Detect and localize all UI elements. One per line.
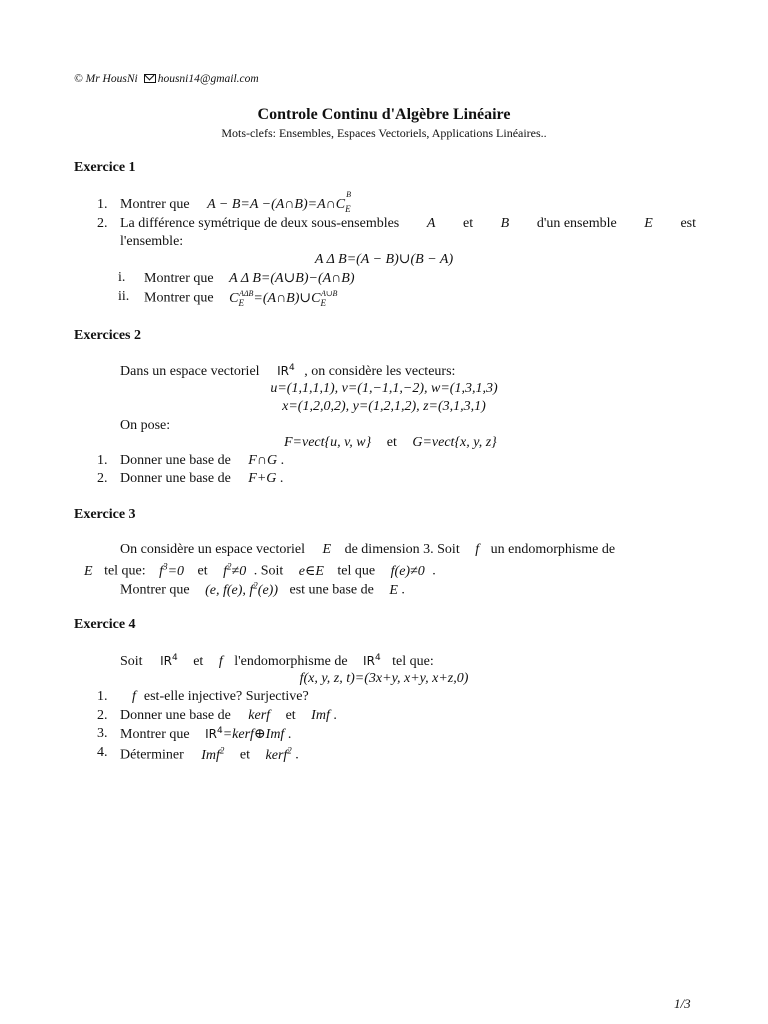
ex1-q2-est: est <box>680 216 696 231</box>
exercise-2-heading: Exercices 2 <box>74 328 141 343</box>
ex1-qi <box>144 270 355 287</box>
ex4-l1-endo: l'endomorphisme de <box>234 654 348 669</box>
ex3-l2-et: et <box>197 563 208 579</box>
ex2-on-pose: On pose: <box>120 418 171 433</box>
ex3-l1-f: f <box>475 542 480 557</box>
ex4-q1-number: 1. <box>97 689 108 704</box>
ex1-q1 <box>120 189 351 214</box>
ex4-q4: Déterminer Imf$^2$ et kerf$^2$ . <box>120 745 299 763</box>
ex3-line3: Montrer que (e, f(e), $f^2(e)$) est une base de E . <box>120 580 405 598</box>
ex4-l1-f: f <box>218 654 223 669</box>
ex2-q1-set: F∩G <box>248 453 278 468</box>
ex4-definition: f(x, y, z, t)=(3x+y, x+y, x+z,0) <box>299 671 469 686</box>
ex3-l1-e: E <box>322 542 332 557</box>
ex4-q2-text: Donner une base de <box>120 708 231 723</box>
ex4-q4-im2: Imf$^2$ <box>201 745 225 763</box>
ex2-q2-set: F+G <box>248 471 277 486</box>
ex4-q2-et: et <box>285 708 296 723</box>
ex2-intro <box>120 363 455 380</box>
ex4-l1-tel: tel que: <box>392 654 434 669</box>
ex1-qii-number: ii. <box>118 289 130 304</box>
ex1-q1-text: Montrer que <box>120 197 190 212</box>
ex4-q1-f: f <box>132 689 136 704</box>
ex4-q3-number: 3. <box>97 726 108 741</box>
ex3-l3-text-b: est une base de <box>289 582 374 598</box>
ex3-l3-e: E <box>389 582 398 598</box>
r4-symbol: $IR^4$ <box>277 363 295 378</box>
ex3-line1 <box>120 542 615 558</box>
ex1-qi-formula: A Δ B=(A∪B)−(A∩B) <box>229 271 355 286</box>
ex2-q1-number: 1. <box>97 453 108 468</box>
author-email[interactable]: housni14@gmail.com <box>157 73 259 85</box>
ex4-q4-text: Déterminer <box>120 747 184 763</box>
ex2-def-et: et <box>386 435 397 450</box>
ex2-definitions <box>284 435 497 451</box>
ex4-l1-soit: Soit <box>120 654 143 669</box>
ex2-vectors-uvw: u=(1,1,1,1), v=(1,−1,1,−2), w=(1,3,1,3) <box>270 381 498 396</box>
ex3-l2-fe: f(e)≠0 <box>390 563 425 579</box>
ex4-q1-text: est-elle injective? Surjective? <box>143 689 309 704</box>
exercise-3-heading: Exercice 3 <box>74 507 136 522</box>
ex1-qii-formula: $C_E^{A\Delta B}=(A\cap B)\cup C_E^{A\cup B}$ <box>229 289 338 308</box>
ex4-q3: Montrer que $IR^4=kerf\oplus Imf$ . <box>120 726 292 742</box>
ex2-q1-text: Donner une base de <box>120 453 231 468</box>
ex3-l1-text-a: On considère un espace vectoriel <box>120 542 306 557</box>
ex3-l2-tel: tel que <box>337 563 376 579</box>
ex3-l3-text-a: Montrer que <box>120 582 190 598</box>
ex1-q2-ensemble: d'un ensemble <box>536 216 617 231</box>
ex4-q3-formula: $IR^4=kerf\oplus Imf$ <box>205 726 285 742</box>
ex1-q2-text: La différence symétrique de deux sous-ensembles <box>120 216 400 231</box>
ex2-q1: Donner une base de F∩G . <box>120 453 285 468</box>
author-line <box>74 73 259 85</box>
mail-icon <box>144 74 156 83</box>
ex4-line1 <box>120 653 434 670</box>
ex1-q1-formula: A − B=A −(A∩B)=A∩C $_{B E}$ <box>207 189 351 214</box>
ex3-l1-text-c: un endomorphisme de <box>490 542 616 557</box>
ex2-q2: Donner une base de F+G . <box>120 471 284 486</box>
ex1-q2-set-e: E <box>644 216 653 231</box>
r4-symbol: $IR^4$ <box>363 653 381 668</box>
r4-symbol: $IR^4$ <box>160 653 178 668</box>
ex2-def-f: F=vect{u, v, w} <box>284 435 372 450</box>
exercise-1-heading: Exercice 1 <box>74 160 136 175</box>
ex4-q3-text: Montrer que <box>120 727 190 742</box>
ex2-vectors-xyz: x=(1,2,0,2), y=(1,2,1,2), z=(3,1,3,1) <box>282 399 486 414</box>
ex1-q2-number: 2. <box>97 216 108 231</box>
ex1-symdiff-def: A Δ B=(A − B)∪(B − A) <box>314 252 454 267</box>
ex3-l1-text-b: de dimension 3. Soit <box>344 542 460 557</box>
ex3-line2: E tel que: $f^3=0$ et $f^2\ne 0$ . Soit e∈E tel que f(e)≠0 . <box>84 561 436 579</box>
ex4-q2-number: 2. <box>97 708 108 723</box>
ex3-l2-f3: $f^3=0$ <box>159 561 185 579</box>
keywords: Mots-clefs: Ensembles, Espaces Vectoriels, Applications Linéaires.. <box>221 126 547 140</box>
exercise-4-heading: Exercice 4 <box>74 617 136 632</box>
ex2-intro-text-b: , on considère les vecteurs: <box>304 364 456 379</box>
ex3-l2-e: E <box>84 563 93 579</box>
ex1-q2-line2: l'ensemble: <box>120 234 184 249</box>
page-title: Controle Continu d'Algèbre Linéaire <box>257 106 511 123</box>
ex2-intro-text-a: Dans un espace vectoriel <box>120 364 260 379</box>
ex4-q4-ker2: kerf$^2$ <box>265 745 292 763</box>
ex1-q2-set-a: A <box>426 216 436 231</box>
ex4-l1-et: et <box>193 654 204 669</box>
ex3-l2-e-in: e∈E <box>298 563 324 579</box>
ex2-q2-text: Donner une base de <box>120 471 231 486</box>
ex1-qii-text: Montrer que <box>144 290 214 306</box>
ex3-l2-soit: . Soit <box>253 563 284 579</box>
ex2-def-g: G=vect{x, y, z} <box>412 435 497 450</box>
ex3-l3-family: (e, f(e), $f^2(e)$) <box>205 580 278 598</box>
ex4-q4-et: et <box>239 747 251 763</box>
ex4-q4-number: 4. <box>97 745 108 760</box>
ex1-qi-text: Montrer que <box>144 271 214 286</box>
r4-symbol: $IR^4$ <box>205 726 223 741</box>
ex2-q2-number: 2. <box>97 471 108 486</box>
ex3-l2-tel-que: tel que: <box>104 563 146 579</box>
ex3-l2-f2: $f^2\ne 0$ <box>223 561 247 579</box>
ex4-q2-ker: kerf <box>248 708 271 723</box>
ex1-q2-et: et <box>462 216 474 231</box>
ex1-q1-number: 1. <box>97 197 108 212</box>
ex4-q2-im: Imf <box>311 708 330 723</box>
author-name: © Mr HousNi <box>74 73 138 85</box>
ex1-q2-line1 <box>120 216 696 232</box>
ex4-q2: Donner une base de kerf et Imf . <box>120 708 337 723</box>
ex1-qii <box>144 289 337 307</box>
ex1-q2-set-b: B <box>500 216 510 231</box>
ex1-qi-number: i. <box>118 270 126 285</box>
page-number: 1/3 <box>674 996 691 1011</box>
ex4-q1 <box>132 689 309 705</box>
